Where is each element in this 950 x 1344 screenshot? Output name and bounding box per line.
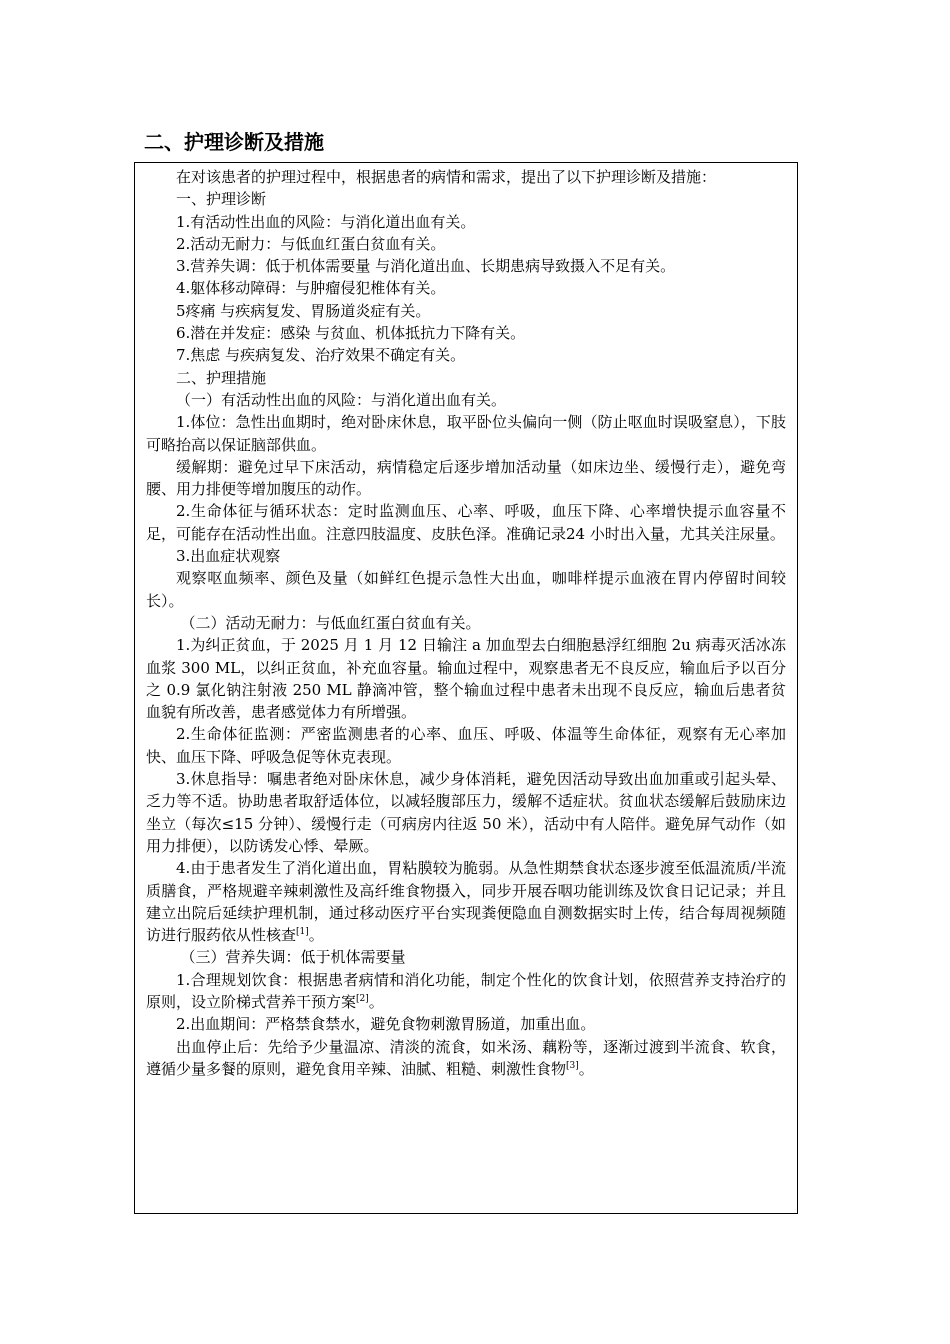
measure-3-2-after-text: 出血停止后：先给予少量温凉、清淡的流食，如米汤、藕粉等，逐渐过渡到半流食、软食，遵循少量多餐的原则，避免食用辛辣、油腻、粗糙、刺激性食物 <box>146 1037 786 1078</box>
diagnosis-item-7: 7.焦虑 与疾病复发、治疗效果不确定有关。 <box>176 346 466 365</box>
measure-2-2: 2.生命体征监测：严密监测患者的心率、血压、呼吸、体温等生命体征，观察有无心率加快、血压下降、呼吸急促等休克表现。 <box>146 725 786 766</box>
measure-3-1-text: 1.合理规划饮食：根据患者病情和消化功能，制定个性化的饮食计划，依照营养支持治疗的原则，设立阶梯式营养干预方案 <box>146 970 786 1011</box>
diagnosis-item-1: 1.有活动性出血的风险：与消化道出血有关。 <box>176 212 476 231</box>
measure-1-3-detail: 观察呕血频率、颜色及量（如鲜红色提示急性大出血，咖啡样提示血液在胃内停留时间较长）。 <box>146 569 786 610</box>
diagnosis-item-2: 2.活动无耐力：与低血红蛋白贫血有关。 <box>176 234 446 253</box>
measure-3-1 <box>146 969 786 1014</box>
measure-2-4-text: 4.由于患者发生了消化道出血，胃粘膜较为脆弱。从急性期禁食状态逐步渡至低温流质/半流质膳食，严格规避辛辣刺激性及高纤维食物摄入，同步开展吞咽功能训练及饮食日记记录；并且建立出院后延续护理机制，通过移动医疗平台实现粪便隐血自测数据实时上传，结合每周视频随访进行服药依从性核查 <box>146 859 786 945</box>
measure-1-1: 1.体位：急性出血期时，绝对卧床休息，取平卧位头偏向一侧（防止呕血时误吸窒息），下肢可略抬高以保证脑部供血。 <box>146 413 786 454</box>
section-title: 二、护理诊断及措施 <box>144 130 324 154</box>
measure-section-1-heading: （一）有活动性出血的风险：与消化道出血有关。 <box>176 390 507 409</box>
period: 。 <box>368 992 384 1011</box>
intro-paragraph: 在对该患者的护理过程中，根据患者的病情和需求，提出了以下护理诊断及措施： <box>176 168 717 186</box>
measure-2-4 <box>146 857 786 946</box>
diagnosis-heading: 一、护理诊断 <box>176 190 267 209</box>
measure-3-2-after <box>146 1036 786 1081</box>
measure-1-2: 2.生命体征与循环状态：定时监测血压、心率、呼吸，血压下降、心率增快提示血容量不足，可能存在活动性出血。注意四肢温度、皮肤色泽。准确记录24 小时出入量，尤其关注尿量。 <box>146 502 786 543</box>
diagnosis-item-3: 3.营养失调：低于机体需要量 与消化道出血、长期患病导致摄入不足有关。 <box>176 257 676 276</box>
measure-2-3: 3.休息指导：嘱患者绝对卧床休息，减少身体消耗，避免因活动导致出血加重或引起头晕、乏力等不适。协助患者取舒适体位，以减轻腹部压力，缓解不适症状。贫血状态缓解后鼓励床边坐立（每次≤15 分钟）、缓慢行走（可病房内往返 50 米），活动中有人陪伴。避免屏气动作（如用力排便），以防诱发心悸、晕厥。 <box>146 770 786 855</box>
citation-1: [1] <box>296 927 309 938</box>
measure-2-1: 1.为纠正贫血，于 2025 月 1 月 12 日输注 a 加血型去白细胞悬浮红细胞 2u 病毒灭活冰冻血浆 300 ML，以纠正贫血，补充血容量。输血过程中，观察患者无不良反应，输血后予以百分之 0.9 氯化钠注射液 250 ML 静滴冲管，整个输血过程中患者未出现不良反应，输血后患者贫血貌有所改善，患者感觉体力有所增强。 <box>146 636 786 722</box>
citation-2: [2] <box>356 993 369 1004</box>
diagnosis-item-5: 5疼痛 与疾病复发、胃肠道炎症有关。 <box>176 301 431 320</box>
diagnosis-item-6: 6.潜在并发症：感染 与贫血、机体抵抗力下降有关。 <box>176 324 526 343</box>
measure-section-3-heading: （三）营养失调：低于机体需要量 <box>180 948 406 967</box>
content-box <box>134 162 798 1214</box>
period: 。 <box>308 926 324 945</box>
measure-1-3: 3.出血症状观察 <box>176 547 281 566</box>
citation-3: [3] <box>566 1060 579 1071</box>
measure-1-remission: 缓解期：避免过早下床活动，病情稳定后逐步增加活动量（如床边坐、缓慢行走），避免弯腰、用力排便等增加腹压的动作。 <box>146 457 786 499</box>
measure-3-2: 2.出血期间：严格禁食禁水，避免食物刺激胃肠道，加重出血。 <box>176 1015 596 1034</box>
period: 。 <box>578 1059 594 1078</box>
diagnosis-item-4: 4.躯体移动障碍：与肿瘤侵犯椎体有关。 <box>176 279 446 298</box>
measure-section-2-heading: （二）活动无耐力：与低血红蛋白贫血有关。 <box>180 613 481 632</box>
measures-heading: 二、护理措施 <box>176 368 267 387</box>
